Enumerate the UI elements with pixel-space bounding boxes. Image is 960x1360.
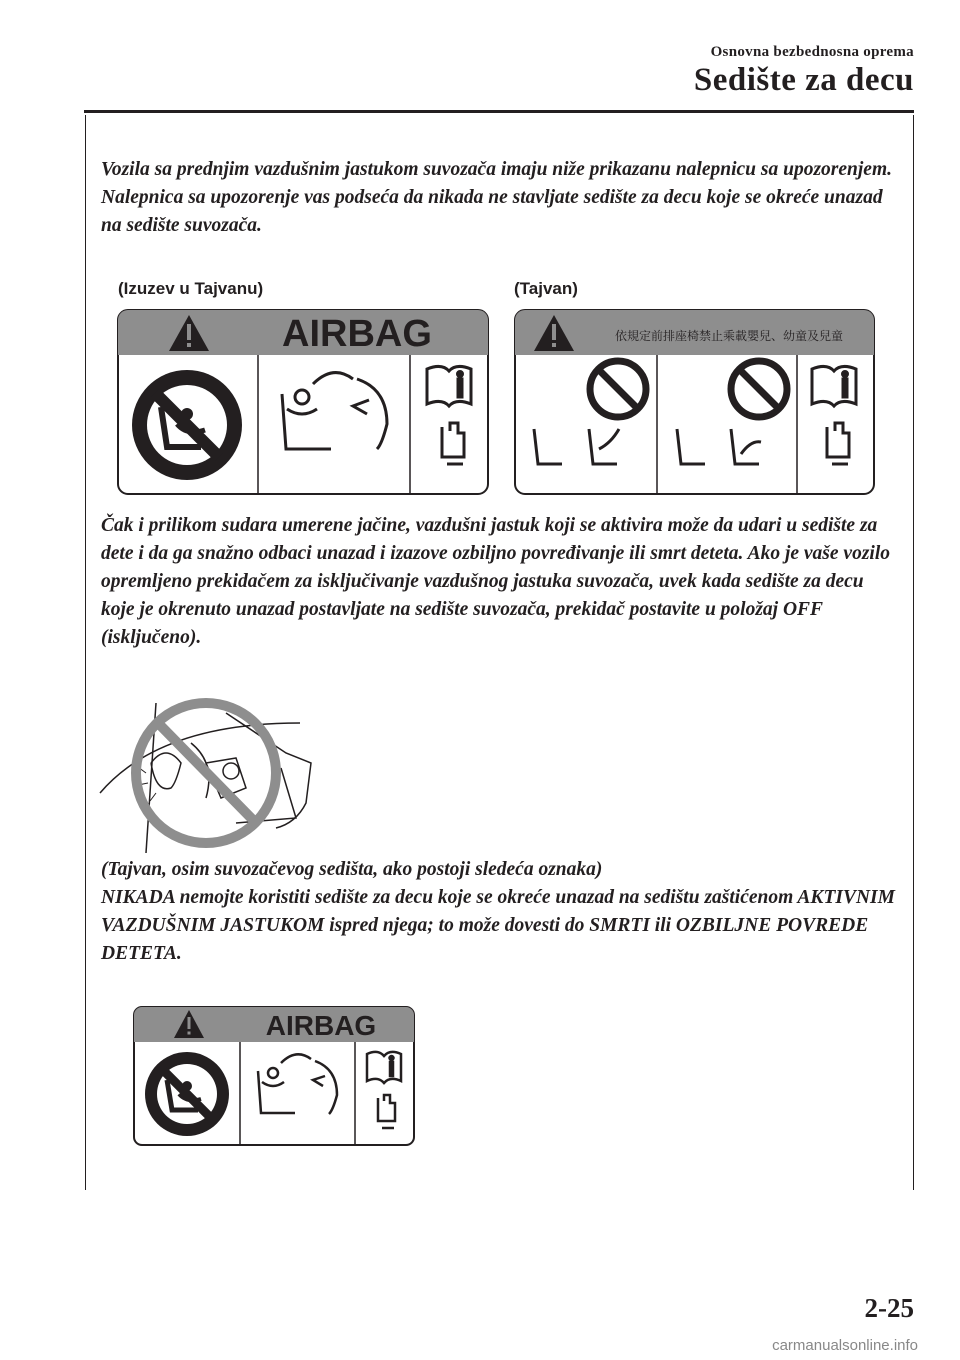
airbag-text: AIRBAG — [282, 313, 432, 355]
airbag-child-seat-illustration — [96, 693, 336, 853]
airbag-warning-label-taiwan — [133, 1006, 415, 1146]
caption-except-taiwan: (Izuzev u Tajvanu) — [118, 279, 264, 298]
taiwan-note-intro: (Tajvan, osim suvozačevog sedišta, ako postoji sledeća oznaka) — [101, 859, 603, 880]
prohibited-rear-seat-icon — [132, 370, 242, 480]
airbag-text: AIRBAG — [265, 1010, 377, 1041]
prohibited-rear-seat-icon — [145, 1052, 229, 1136]
header-rule — [84, 110, 914, 113]
taiwan-note-paragraph — [101, 856, 901, 968]
taiwan-warning-label — [514, 309, 875, 495]
page-number: 2-25 — [864, 1293, 914, 1323]
warning-paragraph: Čak i prilikom sudara umerene jačine, vazdušni jastuk koji se aktivira može da udari u sedište za dete i da ga snažno odbaci unazad i izazove ozbiljno povređivanje ili smrt deteta. Ako je vaše vozilo opremljeno prekidačem za isključivanje vazdušnog jastuka suvozača, uvek kada sedište za decu koje je okrenuto unazad postavljate na sedište suvozača, prekidač postavite u položaj OFF (isključeno). — [101, 515, 891, 648]
airbag-warning-label — [117, 309, 489, 495]
taiwan-warning-text: 依規定前排座椅禁止乘載嬰兒、幼童及兒童 — [614, 329, 844, 343]
margin-line-right — [913, 115, 914, 1190]
page-title: Sedište za decu — [693, 62, 914, 98]
caption-taiwan: (Tajvan) — [514, 279, 578, 298]
section-label: Osnovna bezbednosna oprema — [710, 44, 914, 60]
intro-paragraph: Vozila sa prednjim vazdušnim jastukom suvozača imaju niže prikazanu nalepnicu sa upozorenjem. Nalepnica sa upozorenje vas podseća da nikada ne stavljate sedište za decu koje se okreće unazad na sedište suvozača. — [101, 159, 892, 236]
margin-line-left — [85, 115, 86, 1190]
watermark-link[interactable]: carmanualsonline.info — [772, 1337, 918, 1354]
taiwan-note-body: NIKADA nemojte koristiti sedište za decu koje se okreće unazad na sedištu zaštićenom AKTIVNIM VAZDUŠNIM JASTUKOM ispred njega; to može dovesti do SMRTI ili OZBILJNE POVREDE DETETA. — [101, 887, 895, 964]
